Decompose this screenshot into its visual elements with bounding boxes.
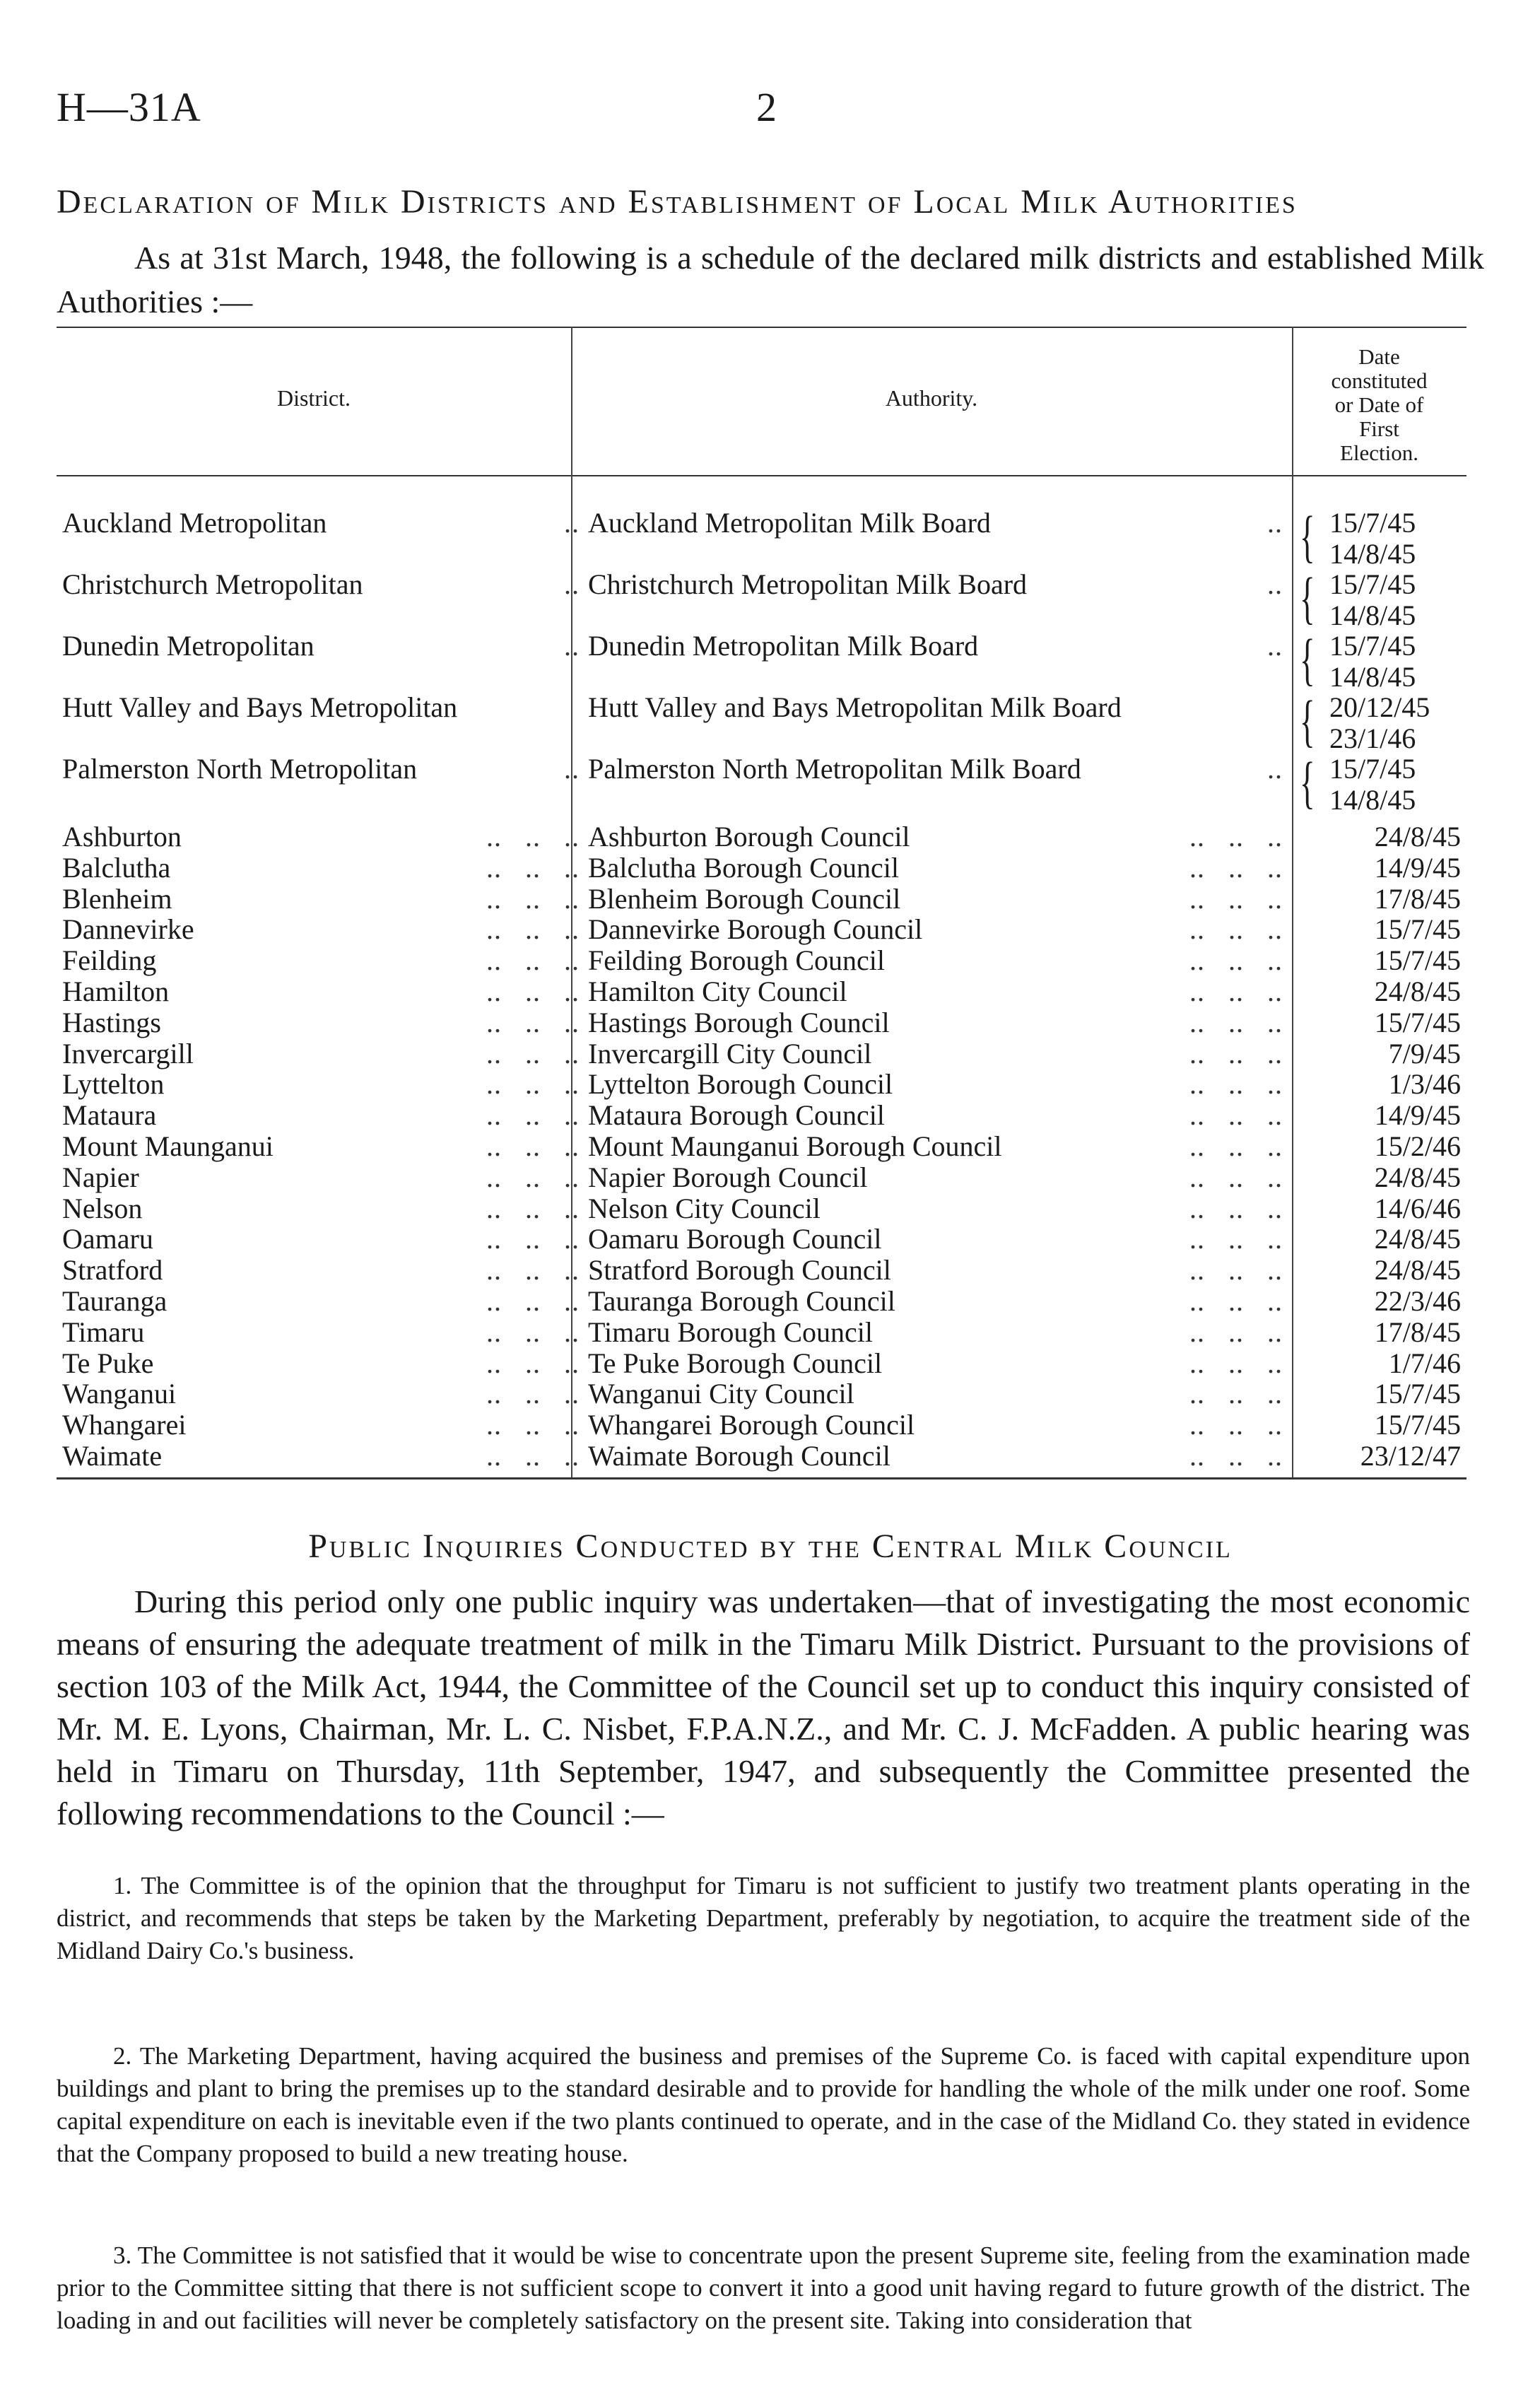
dot-leader: .. .. .. (1189, 1409, 1283, 1441)
date-constituted: 20/12/45 (1329, 691, 1430, 723)
district-name: Dunedin Metropolitan (62, 630, 315, 662)
dot-leader: .. .. .. (1189, 1223, 1283, 1255)
date-value: 14/9/45 (1374, 852, 1461, 884)
dot-leader: .. .. .. (486, 1099, 580, 1131)
district-name: Palmerston North Metropolitan (62, 753, 418, 785)
dot-leader: .. (564, 568, 580, 600)
date-value: 15/7/45 (1374, 913, 1461, 945)
authority-name: Dannevirke Borough Council (588, 913, 923, 945)
recommendation-3: 3. The Committee is not satisfied that it would be wise to concentrate upon the present Supreme site, feeling from the examination made prior to the Committee sitting that there is not sufficient scope to convert it into a good unit having regard to future growth of the district. The loading in and out facilities will never be completely satisfactory on the present site. Taking into consideration that (57, 2242, 1470, 2334)
date-value: 24/8/45 (1374, 975, 1461, 1007)
date-constituted: 15/7/45 (1329, 630, 1416, 662)
dot-leader: .. .. .. (486, 1316, 580, 1348)
section-title-declaration: Declaration of Milk Districts and Establishment of Local Milk Authorities (57, 183, 1298, 221)
dot-leader: .. .. .. (1189, 1316, 1283, 1348)
table-bottom-rule (57, 1477, 1466, 1479)
dot-leader: .. .. .. (486, 1440, 580, 1472)
date-value: 15/7/45 (1374, 944, 1461, 976)
dot-leader: .. (564, 753, 580, 785)
district-name: Napier (62, 1161, 139, 1193)
authority-name: Mataura Borough Council (588, 1099, 885, 1131)
authority-name: Hastings Borough Council (588, 1007, 890, 1038)
dot-leader: .. .. .. (486, 975, 580, 1007)
date-value: 7/9/45 (1388, 1038, 1461, 1070)
dot-leader: .. .. .. (1189, 1038, 1283, 1070)
date-value: 22/3/46 (1374, 1285, 1461, 1317)
date-constituted: 15/7/45 (1329, 753, 1416, 785)
authority-name: Whangarei Borough Council (588, 1409, 915, 1441)
dot-leader: .. .. .. (1189, 1130, 1283, 1162)
dot-leader: .. (564, 507, 580, 539)
authority-name: Napier Borough Council (588, 1161, 868, 1193)
date-value: 24/8/45 (1374, 821, 1461, 852)
dot-leader: .. .. .. (1189, 852, 1283, 884)
district-name: Dannevirke (62, 913, 194, 945)
dot-leader: .. .. .. (1189, 883, 1283, 915)
authority-name: Nelson City Council (588, 1192, 821, 1224)
dot-leader: .. .. .. (486, 821, 580, 852)
dot-leader: .. .. .. (486, 1378, 580, 1410)
table-header-rule (57, 475, 1466, 476)
dot-leader: .. .. .. (1189, 913, 1283, 945)
authority-name: Hamilton City Council (588, 975, 847, 1007)
brace-symbol: { (1300, 750, 1315, 814)
date-first-election: 23/1/46 (1329, 722, 1416, 754)
column-header-date (1292, 345, 1466, 465)
district-name: Invercargill (62, 1038, 194, 1070)
dot-leader: .. .. .. (486, 913, 580, 945)
column-divider (1292, 327, 1293, 1477)
district-name: Mataura (62, 1099, 157, 1131)
date-value: 15/7/45 (1374, 1007, 1461, 1038)
page-number: 2 (756, 84, 777, 130)
district-name: Waimate (62, 1440, 163, 1472)
dot-leader: .. (564, 630, 580, 662)
dot-leader: .. .. .. (486, 883, 580, 915)
dot-leader: .. .. .. (486, 944, 580, 976)
dot-leader: .. .. .. (486, 1285, 580, 1317)
authority-name: Invercargill City Council (588, 1038, 872, 1070)
authority-name: Lyttelton Borough Council (588, 1068, 893, 1100)
district-name: Lyttelton (62, 1068, 165, 1100)
district-name: Feilding (62, 944, 157, 976)
brace-symbol: { (1300, 504, 1315, 568)
authority-name: Stratford Borough Council (588, 1254, 891, 1286)
authority-name: Christchurch Metropolitan Milk Board (588, 568, 1028, 600)
date-first-election: 14/8/45 (1329, 599, 1416, 631)
dot-leader: .. .. .. (486, 1161, 580, 1193)
date-first-election: 14/8/45 (1329, 661, 1416, 693)
dot-leader: .. .. .. (1189, 1161, 1283, 1193)
dot-leader: .. .. .. (486, 1409, 580, 1441)
table-top-rule (57, 327, 1466, 328)
authority-name: Dunedin Metropolitan Milk Board (588, 630, 979, 662)
date-constituted: 15/7/45 (1329, 507, 1416, 539)
recommendation-1: 1. The Committee is of the opinion that the throughput for Timaru is not sufficient to justify two treatment plants operating in the district, and recommends that steps be taken by the Marketing Department, preferably by negotiation, to acquire the treatment side of the Midland Dairy Co.'s business. (57, 1872, 1470, 1964)
dot-leader: .. .. .. (486, 1347, 580, 1379)
date-first-election: 14/8/45 (1329, 538, 1416, 570)
authority-name: Timaru Borough Council (588, 1316, 873, 1348)
district-name: Ashburton (62, 821, 182, 852)
dot-leader: .. .. .. (1189, 1099, 1283, 1131)
dot-leader: .. (1267, 753, 1283, 785)
dot-leader: .. .. .. (486, 1038, 580, 1070)
section-title-inquiries: Public Inquiries Conducted by the Central Milk Council (308, 1528, 1233, 1565)
district-name: Oamaru (62, 1223, 153, 1255)
district-name: Christchurch Metropolitan (62, 568, 363, 600)
column-header-authority: Authority. (885, 385, 978, 411)
dot-leader: .. .. .. (486, 1254, 580, 1286)
dot-leader: .. .. .. (486, 1130, 580, 1162)
district-name: Te Puke (62, 1347, 154, 1379)
section-intro: As at 31st March, 1948, the following is a schedule of the declared milk districts and established Milk Authorities :— (57, 240, 1484, 320)
district-name: Auckland Metropolitan (62, 507, 327, 539)
dot-leader: .. .. .. (1189, 1068, 1283, 1100)
district-name: Tauranga (62, 1285, 167, 1317)
dot-leader: .. .. .. (486, 852, 580, 884)
authority-name: Feilding Borough Council (588, 944, 885, 976)
dot-leader: .. .. .. (1189, 1378, 1283, 1410)
dot-leader: .. .. .. (486, 1192, 580, 1224)
authority-name: Palmerston North Metropolitan Milk Board (588, 753, 1081, 785)
district-name: Hastings (62, 1007, 161, 1038)
district-name: Nelson (62, 1192, 143, 1224)
dot-leader: .. (1267, 507, 1283, 539)
authority-name: Blenheim Borough Council (588, 883, 901, 915)
date-value: 1/3/46 (1388, 1068, 1461, 1100)
date-value: 15/7/45 (1374, 1378, 1461, 1410)
date-value: 17/8/45 (1374, 1316, 1461, 1348)
column-header-date-line: constituted (1331, 368, 1428, 393)
district-name: Wanganui (62, 1378, 177, 1410)
authority-name: Ashburton Borough Council (588, 821, 910, 852)
dot-leader: .. .. .. (486, 1068, 580, 1100)
authority-name: Hutt Valley and Bays Metropolitan Milk Board (588, 691, 1122, 723)
district-name: Balclutha (62, 852, 171, 884)
authority-name: Te Puke Borough Council (588, 1347, 883, 1379)
column-header-district: District. (277, 385, 351, 411)
authority-name: Mount Maunganui Borough Council (588, 1130, 1002, 1162)
dot-leader: .. .. .. (1189, 1007, 1283, 1038)
authority-name: Wanganui City Council (588, 1378, 854, 1410)
dot-leader: .. .. .. (1189, 1347, 1283, 1379)
dot-leader: .. .. .. (1189, 1254, 1283, 1286)
district-name: Whangarei (62, 1409, 187, 1441)
brace-symbol: { (1300, 627, 1315, 691)
dot-leader: .. .. .. (1189, 1440, 1283, 1472)
date-value: 24/8/45 (1374, 1223, 1461, 1255)
authority-name: Auckland Metropolitan Milk Board (588, 507, 991, 539)
authority-name: Balclutha Borough Council (588, 852, 899, 884)
district-name: Blenheim (62, 883, 172, 915)
district-name: Hamilton (62, 975, 170, 1007)
inquiry-paragraph: During this period only one public inquiry was undertaken—that of investigating the most economic means of ensuring the adequate treatment of milk in the Timaru Milk District. Pursuant to the provisions of section 103 of the Milk Act, 1944, the Committee of the Council set up to conduct this inquiry consisted of Mr. M. E. Lyons, Chairman, Mr. L. C. Nisbet, F.P.A.N.Z., and Mr. C. J. McFadden. A public hearing was held in Timaru on Thursday, 11th September, 1947, and subsequently the Committee presented the following recommendations to the Council :— (57, 1583, 1470, 1832)
recommendation-2: 2. The Marketing Department, having acquired the business and premises of the Supreme Co. is faced with capital expenditure upon buildings and plant to bring the premises up to the standard desirable and to provide for handling the whole of the milk under one roof. Some capital expenditure on each is inevitable even if the two plants continued to operate, and in the case of the Midland Co. they stated in evidence that the Company proposed to build a new treating house. (57, 2042, 1470, 2167)
dot-leader: .. .. .. (1189, 1285, 1283, 1317)
dot-leader: .. .. .. (486, 1007, 580, 1038)
brace-symbol: { (1300, 688, 1315, 753)
date-first-election: 14/8/45 (1329, 784, 1416, 816)
district-name: Mount Maunganui (62, 1130, 274, 1162)
date-value: 15/2/46 (1374, 1130, 1461, 1162)
dot-leader: .. .. .. (486, 1223, 580, 1255)
dot-leader: .. .. .. (1189, 821, 1283, 852)
district-name: Hutt Valley and Bays Metropolitan (62, 691, 458, 723)
date-constituted: 15/7/45 (1329, 568, 1416, 600)
date-value: 17/8/45 (1374, 883, 1461, 915)
authority-name: Oamaru Borough Council (588, 1223, 882, 1255)
authority-name: Tauranga Borough Council (588, 1285, 895, 1317)
dot-leader: .. (1267, 630, 1283, 662)
date-value: 24/8/45 (1374, 1254, 1461, 1286)
date-value: 14/6/46 (1374, 1192, 1461, 1224)
dot-leader: .. .. .. (1189, 1192, 1283, 1224)
column-header-date-line: Election. (1339, 440, 1419, 465)
date-value: 24/8/45 (1374, 1161, 1461, 1193)
district-name: Timaru (62, 1316, 145, 1348)
brace-symbol: { (1300, 566, 1315, 630)
authority-name: Waimate Borough Council (588, 1440, 891, 1472)
district-name: Stratford (62, 1254, 163, 1286)
dot-leader: .. (1267, 568, 1283, 600)
column-header-date-line: Date (1358, 344, 1400, 369)
document-code: H—31A (57, 84, 201, 130)
dot-leader: .. .. .. (1189, 944, 1283, 976)
column-header-date-line: or Date of (1334, 392, 1424, 417)
dot-leader: .. .. .. (1189, 975, 1283, 1007)
column-header-date-line: First (1359, 416, 1399, 441)
date-value: 23/12/47 (1360, 1440, 1461, 1472)
date-value: 1/7/46 (1388, 1347, 1461, 1379)
date-value: 15/7/45 (1374, 1409, 1461, 1441)
date-value: 14/9/45 (1374, 1099, 1461, 1131)
